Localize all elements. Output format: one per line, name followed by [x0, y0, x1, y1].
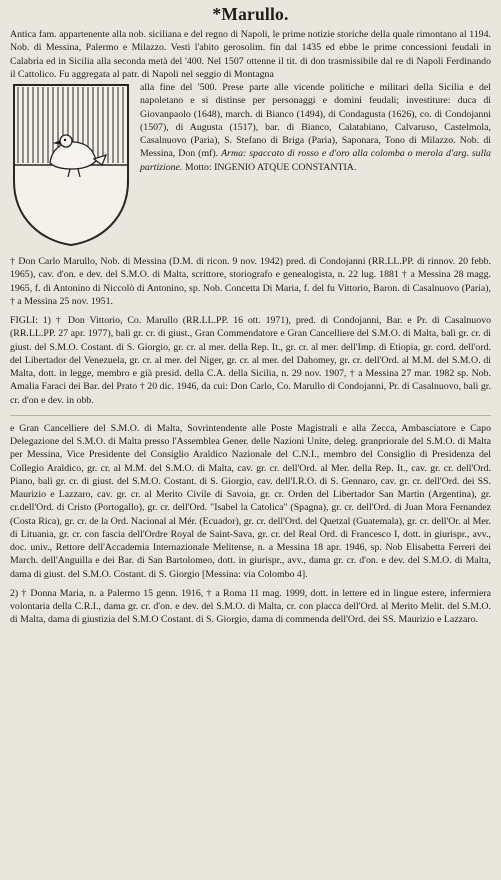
page-title: *Marullo. [212, 4, 289, 24]
coat-of-arms-icon [10, 81, 132, 249]
intro-paragraph-top: Antica fam. appartenente alla nob. siciliana e del regno di Napoli, le prime notizie storiche della quale rimontano al 1194. Nob. di Messina, Palermo e Milazzo. Vestì l'abito gerosolim. fin dal 1435 ed ebbe le prime concessioni feudali in Calabria ed in Sicilia alla seconda metà del '400. Nel 1507 ottenne il tit. di don trasmissibile dal re di Napoli Ferdinando il Cattolico. Fu aggregata al patr. di Napoli nel seggio di Montagna [10, 29, 491, 80]
arms-text: spaccato di rosso e d'oro alla colomba o merola d'arg. sulla partizione. [140, 148, 491, 173]
motto-text: INGENIO ATQUE CONSTANTIA. [214, 161, 357, 173]
intro-side-text: alla fine del '500. Prese parte alle vicende politiche e militari della Sicilia e del napoletano e si distinse per personaggi e domini feudali; investiture: duca di Giovanpaolo (1648), march. di Bianco (1494), di Condagusta (1626), co. di Condojanni (1507), di Augusta (1517), bar. di Bianco, Calatabiano, Calvaruso, Castelmola, Casalnuovo (Paria), S. Stefano di Briga (Paria), Saponara, Tono di Milazzo. Nob. di Messina, Don (mf). [140, 82, 491, 160]
intro-with-arms [10, 81, 491, 249]
figli-entry-1: FIGLI: 1) † Don Vittorio, Co. Marullo (RR.LL.PP. 16 ott. 1971), pred. di Condojanni, Bar. e Pr. di Casalnuovo (RR.LL.PP. 27 apr. 1977), balì gr. cr. di giust., Gran Commendatore e Gran Cancelliere del S.M.O. di Malta, balì gr. cr. di giust. del S.M.O. Costant. di S. Giorgio, gr. cr. al mer. della Rep. It., gr. cr. al mer. dell'Imp. di Etiopia, gr. cord. dell'ord. del Libertador del Venezuela, gr. cr. al mer. del Niger, gr. cr. al mer. del Dahomey, gr. cr. dell'Ord. al M.M. del S.M.O. di Malta, dott. in legge, membro e già presid. della C.A. della Sicilia, n. 29 nov. 1907, † a Messina 27 mar. 1982 sp. Nob. Amalia Faraci dei Bar. del Prato † 20 dic. 1946, da cui: Don Carlo, Co. Marullo di Condojanni, Pr. di Casalnuovo, balì gr. cr. d'on e dev. in obb. [10, 315, 491, 406]
divider [10, 411, 491, 416]
motto-label: Motto: [184, 161, 212, 173]
figli-entry-2: 2) † Donna Maria, n. a Palermo 15 genn. 1916, † a Roma 11 mag. 1999, dott. in lettere ed in lingue estere, infermiera volontaria della C.R.I., dama gr. cr. d'on. e dev. del S.M.O. di Malta, cr. con placca dell'Ord. al Merito Melit. del S.M.O. di Malta, dama di giustizia del S.M.O Costant. di S. Giorgio, dama di commenda dell'Ord. dei SS. Maurizio e Lazzaro. [10, 587, 491, 626]
continuation-paragraph: e Gran Cancelliere del S.M.O. di Malta, Sovrintendente alle Poste Magistrali e alla Zecca, Ambasciatore e Capo Delegazione del S.M.O. di Malta presso l'Assemblea Gener. delle Nazioni Unite, deleg. granpriorale del S.M.O. di Malta per Messina, Vice Presidente del Consiglio Araldico Nazionale del C.N.I., membro del Consiglio di Presidenza del Collegio Araldico, gr. cr. al M.M. del S.M.O. di Malta, cav. gr. cr. dell'Ord. al Mer. della Rep. It., cav. gr. cr. dell'Ord. Piano, balì gr. cr. di giust. del S.M.O. Costant. di S. Giorgio, cav. dell'I.R.O. di S. Gennaro, cav. gr. cr. dell'Ord. dei SS. Maurizio e Lazzaro, cav. gr. cr. al Merito Civile di Savoia, gr. cr. Orden del Libertador San Martin (Argentina), gr. cr.dell'Ord. di Cristo (Portogallo), gr. cr. dell'Ord. "Isabel la Catolica" (Spagna), gr. cr. dell'Ord. di Juan Mora Fernandez (Costa Rica), gr. cr. de la Ord. Nacional al Mér. (Ecuador), gr. cr. dell'Ord. del Quetzal (Guatemala), gr. cr. dell'Or. al Mer. di Lituania, gr. cr. con fascia dell'Ordre Royal de Saint-Sava, gr. cr. del Real Ord. di Francesco I, dott. in giurispr., avv., doc. univ., Rettore dell'Accademia Internazionale Melitense, n. a Messina 18 apr. 1946, sp. Nob Elisabetta Ferreri dei March. dell'Anguilla e dei Bar. di San Bartolomeo, dott. in giurispr., avv., dama gr. cr. d'on. e dev. del S.M.O. di Malta, dama di giust. del S.M.O. Costant. di S. Giorgio [Messina: via Colombo 4]. [10, 422, 491, 580]
arms-label: Arma: [221, 148, 247, 160]
carlo-entry: † Don Carlo Marullo, Nob. di Messina (D.M. di ricon. 9 nov. 1942) pred. di Condojanni (RR.LL.PP. di rinnov. 20 febb. 1965), cav. d'on. e dev. del S.M.O. di Malta, scrittore, storiografo e genealogista, n. 22 lug. 1881 † a Messina 28 magg. 1965, f. di Antonino di Niccolò di Antonino, sp. Nob. Concetta Di Maria, f. del fu Vittorio, Baron. di Casalnuovo (Paria), † a Messina 25 nov. 1951. [10, 256, 491, 307]
